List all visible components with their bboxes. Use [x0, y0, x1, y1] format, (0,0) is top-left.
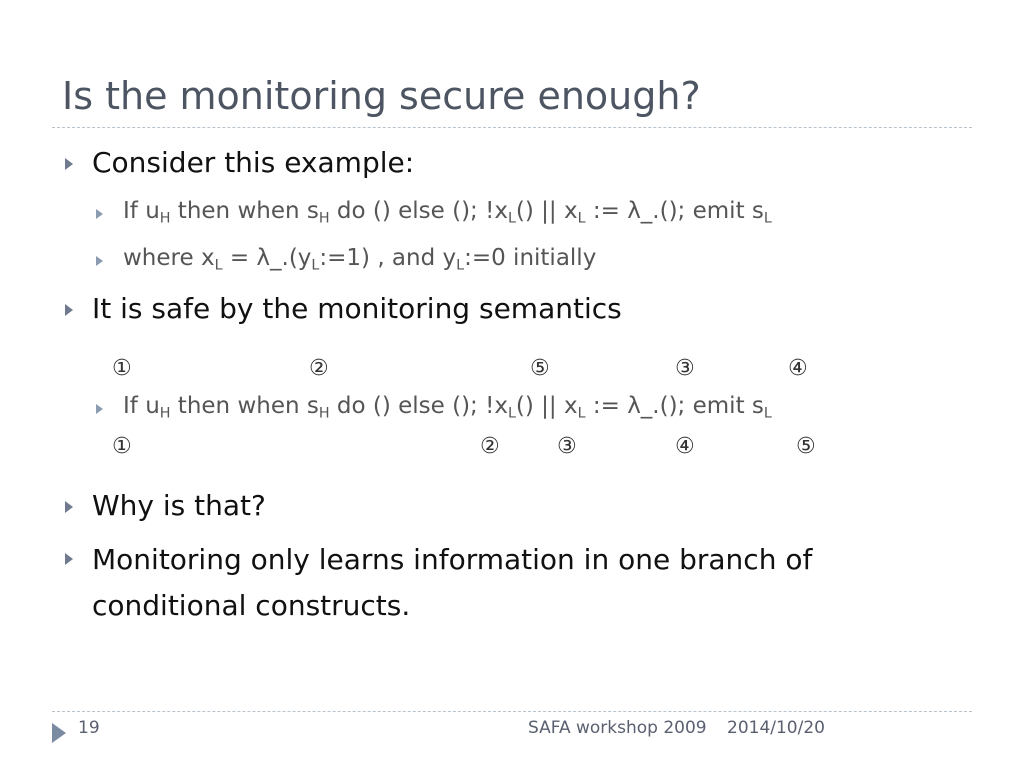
sub-bullet-arrow-icon	[96, 404, 103, 414]
bullet-arrow-icon	[65, 158, 73, 170]
footer-arrow-icon	[52, 723, 66, 743]
bullet-safe: It is safe by the monitoring semantics	[92, 292, 622, 325]
order-marker-bottom: ③	[557, 434, 577, 459]
page-number: 19	[78, 718, 100, 738]
bullet-consider: Consider this example:	[92, 146, 415, 179]
sub-bullet-arrow-icon	[96, 209, 103, 219]
order-marker-top: ④	[788, 356, 808, 381]
bullet-why: Why is that?	[92, 489, 266, 522]
code-example-line: If $u_H$ then when $s_H$ do () else (); $!x_L()$ || $x_L$ := λ_.(); emit $s_L$	[123, 198, 772, 227]
order-marker-bottom: ②	[480, 434, 500, 459]
order-marker-bottom: ①	[112, 434, 132, 459]
where-line: where $x_L$ = $\lambda\_.(y_L:=1)$ , and $y_L:=0$ initially	[123, 245, 597, 274]
order-marker-top: ③	[675, 356, 695, 381]
order-marker-top: ⑤	[530, 356, 550, 381]
sub-bullet-arrow-icon	[96, 256, 103, 266]
code-example-line-repeated: If $u_H$ then when $s_H$ do () else (); $!x_L()$ || $x_L$ := λ_.(); emit $s_L$	[123, 393, 772, 422]
order-marker-bottom: ⑤	[796, 434, 816, 459]
footer-date: 2014/10/20	[727, 718, 825, 738]
footer-divider	[52, 711, 972, 712]
bullet-arrow-icon	[65, 304, 73, 316]
footer-event: SAFA workshop 2009	[528, 718, 707, 738]
slide-title: Is the monitoring secure enough?	[62, 74, 701, 118]
order-marker-bottom: ④	[675, 434, 695, 459]
order-marker-top: ②	[309, 356, 329, 381]
order-marker-top: ①	[112, 356, 132, 381]
bullet-arrow-icon	[65, 553, 73, 565]
bullet-monitoring: Monitoring only learns information in one branch of conditional constructs.	[92, 543, 813, 622]
bullet-arrow-icon	[65, 501, 73, 513]
title-divider	[52, 127, 972, 128]
